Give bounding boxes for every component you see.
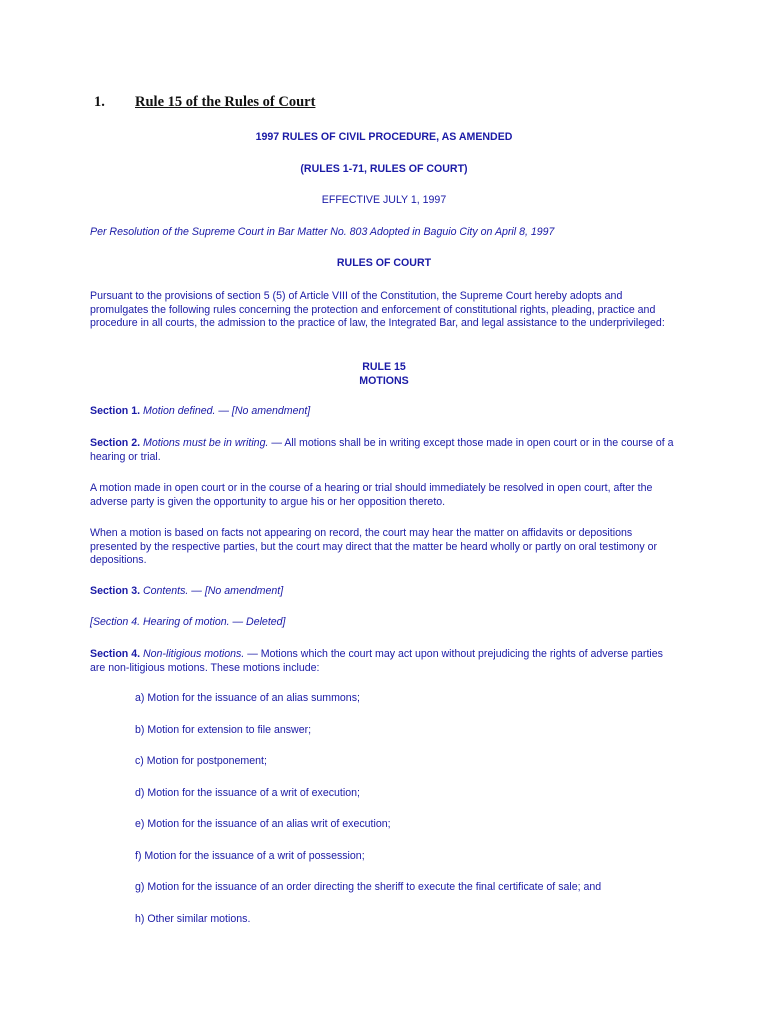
section-3-title: Contents. — [No amendment] [143, 585, 284, 597]
section-1-title: Motion defined. — [No amendment] [143, 405, 311, 417]
section-4-body: — Motions which the court may act upon without prejudicing the rights of adverse parties are non-litigious motions. These motions include: [90, 648, 663, 674]
list-item: g) Motion for the issuance of an order directing the sheriff to execute the final certificate of sale; and [135, 881, 602, 893]
section-4-title: Non-litigious motions. [143, 648, 245, 660]
section-1 [90, 405, 680, 419]
section-4-deleted: [Section 4. Hearing of motion. — Deleted] [90, 616, 286, 628]
section-3 [90, 585, 680, 599]
rules-of-court-title: RULES OF COURT [336, 257, 432, 269]
heading-title: Rule 15 of the Rules of Court [135, 94, 316, 110]
list-item: a) Motion for the issuance of an alias summons; [135, 692, 360, 704]
effective-date: EFFECTIVE JULY 1, 1997 [321, 194, 447, 206]
section-4-label: Section 4. [90, 648, 141, 660]
section-2-title: Motions must be in writing. [143, 437, 269, 449]
rules-range: (RULES 1-71, RULES OF COURT) [300, 163, 468, 175]
procedure-title: 1997 RULES OF CIVIL PROCEDURE, AS AMENDED [255, 131, 513, 143]
list-item: c) Motion for postponement; [135, 755, 267, 767]
list-item: b) Motion for extension to file answer; [135, 724, 312, 736]
list-item: e) Motion for the issuance of an alias writ of execution; [135, 818, 391, 830]
list-item: d) Motion for the issuance of a writ of execution; [135, 787, 360, 799]
section-2-body: — All motions shall be in writing except those made in open court or in the course of a hearing or trial. [90, 437, 674, 463]
section-2-paragraph-3: When a motion is based on facts not appearing on record, the court may hear the matter on affidavits or depositions presented by the respective parties, but the court may direct that the matter be heard wholly or partly on oral testimony or depositions. [90, 527, 658, 566]
section-2 [90, 437, 680, 464]
list-item: f) Motion for the issuance of a writ of possession; [135, 850, 365, 862]
resolution-note: Per Resolution of the Supreme Court in Bar Matter No. 803 Adopted in Baguio City on April 8, 1997 [90, 226, 555, 238]
section-2-label: Section 2. [90, 437, 141, 449]
preamble-paragraph: Pursuant to the provisions of section 5 (5) of Article VIII of the Constitution, the Supreme Court hereby adopts and promulgates the following rules concerning the protection and enforcement of constitutional rights, pleading, practice and procedure in all courts, the admission to the practice of law, the Integrated Bar, and legal assistance to the underprivileged: [90, 290, 665, 329]
section-2-paragraph-2: A motion made in open court or in the course of a hearing or trial should immediately be resolved in open court, after the adverse party is given the opportunity to argue his or her opposition thereto. [90, 482, 653, 508]
list-item: h) Other similar motions. [135, 913, 251, 925]
section-4 [90, 648, 680, 675]
section-3-label: Section 3. [90, 585, 141, 597]
section-1-label: Section 1. [90, 405, 141, 417]
rule-name: MOTIONS [359, 375, 409, 387]
heading-number: 1. [94, 94, 105, 110]
rule-number: RULE 15 [362, 361, 406, 373]
